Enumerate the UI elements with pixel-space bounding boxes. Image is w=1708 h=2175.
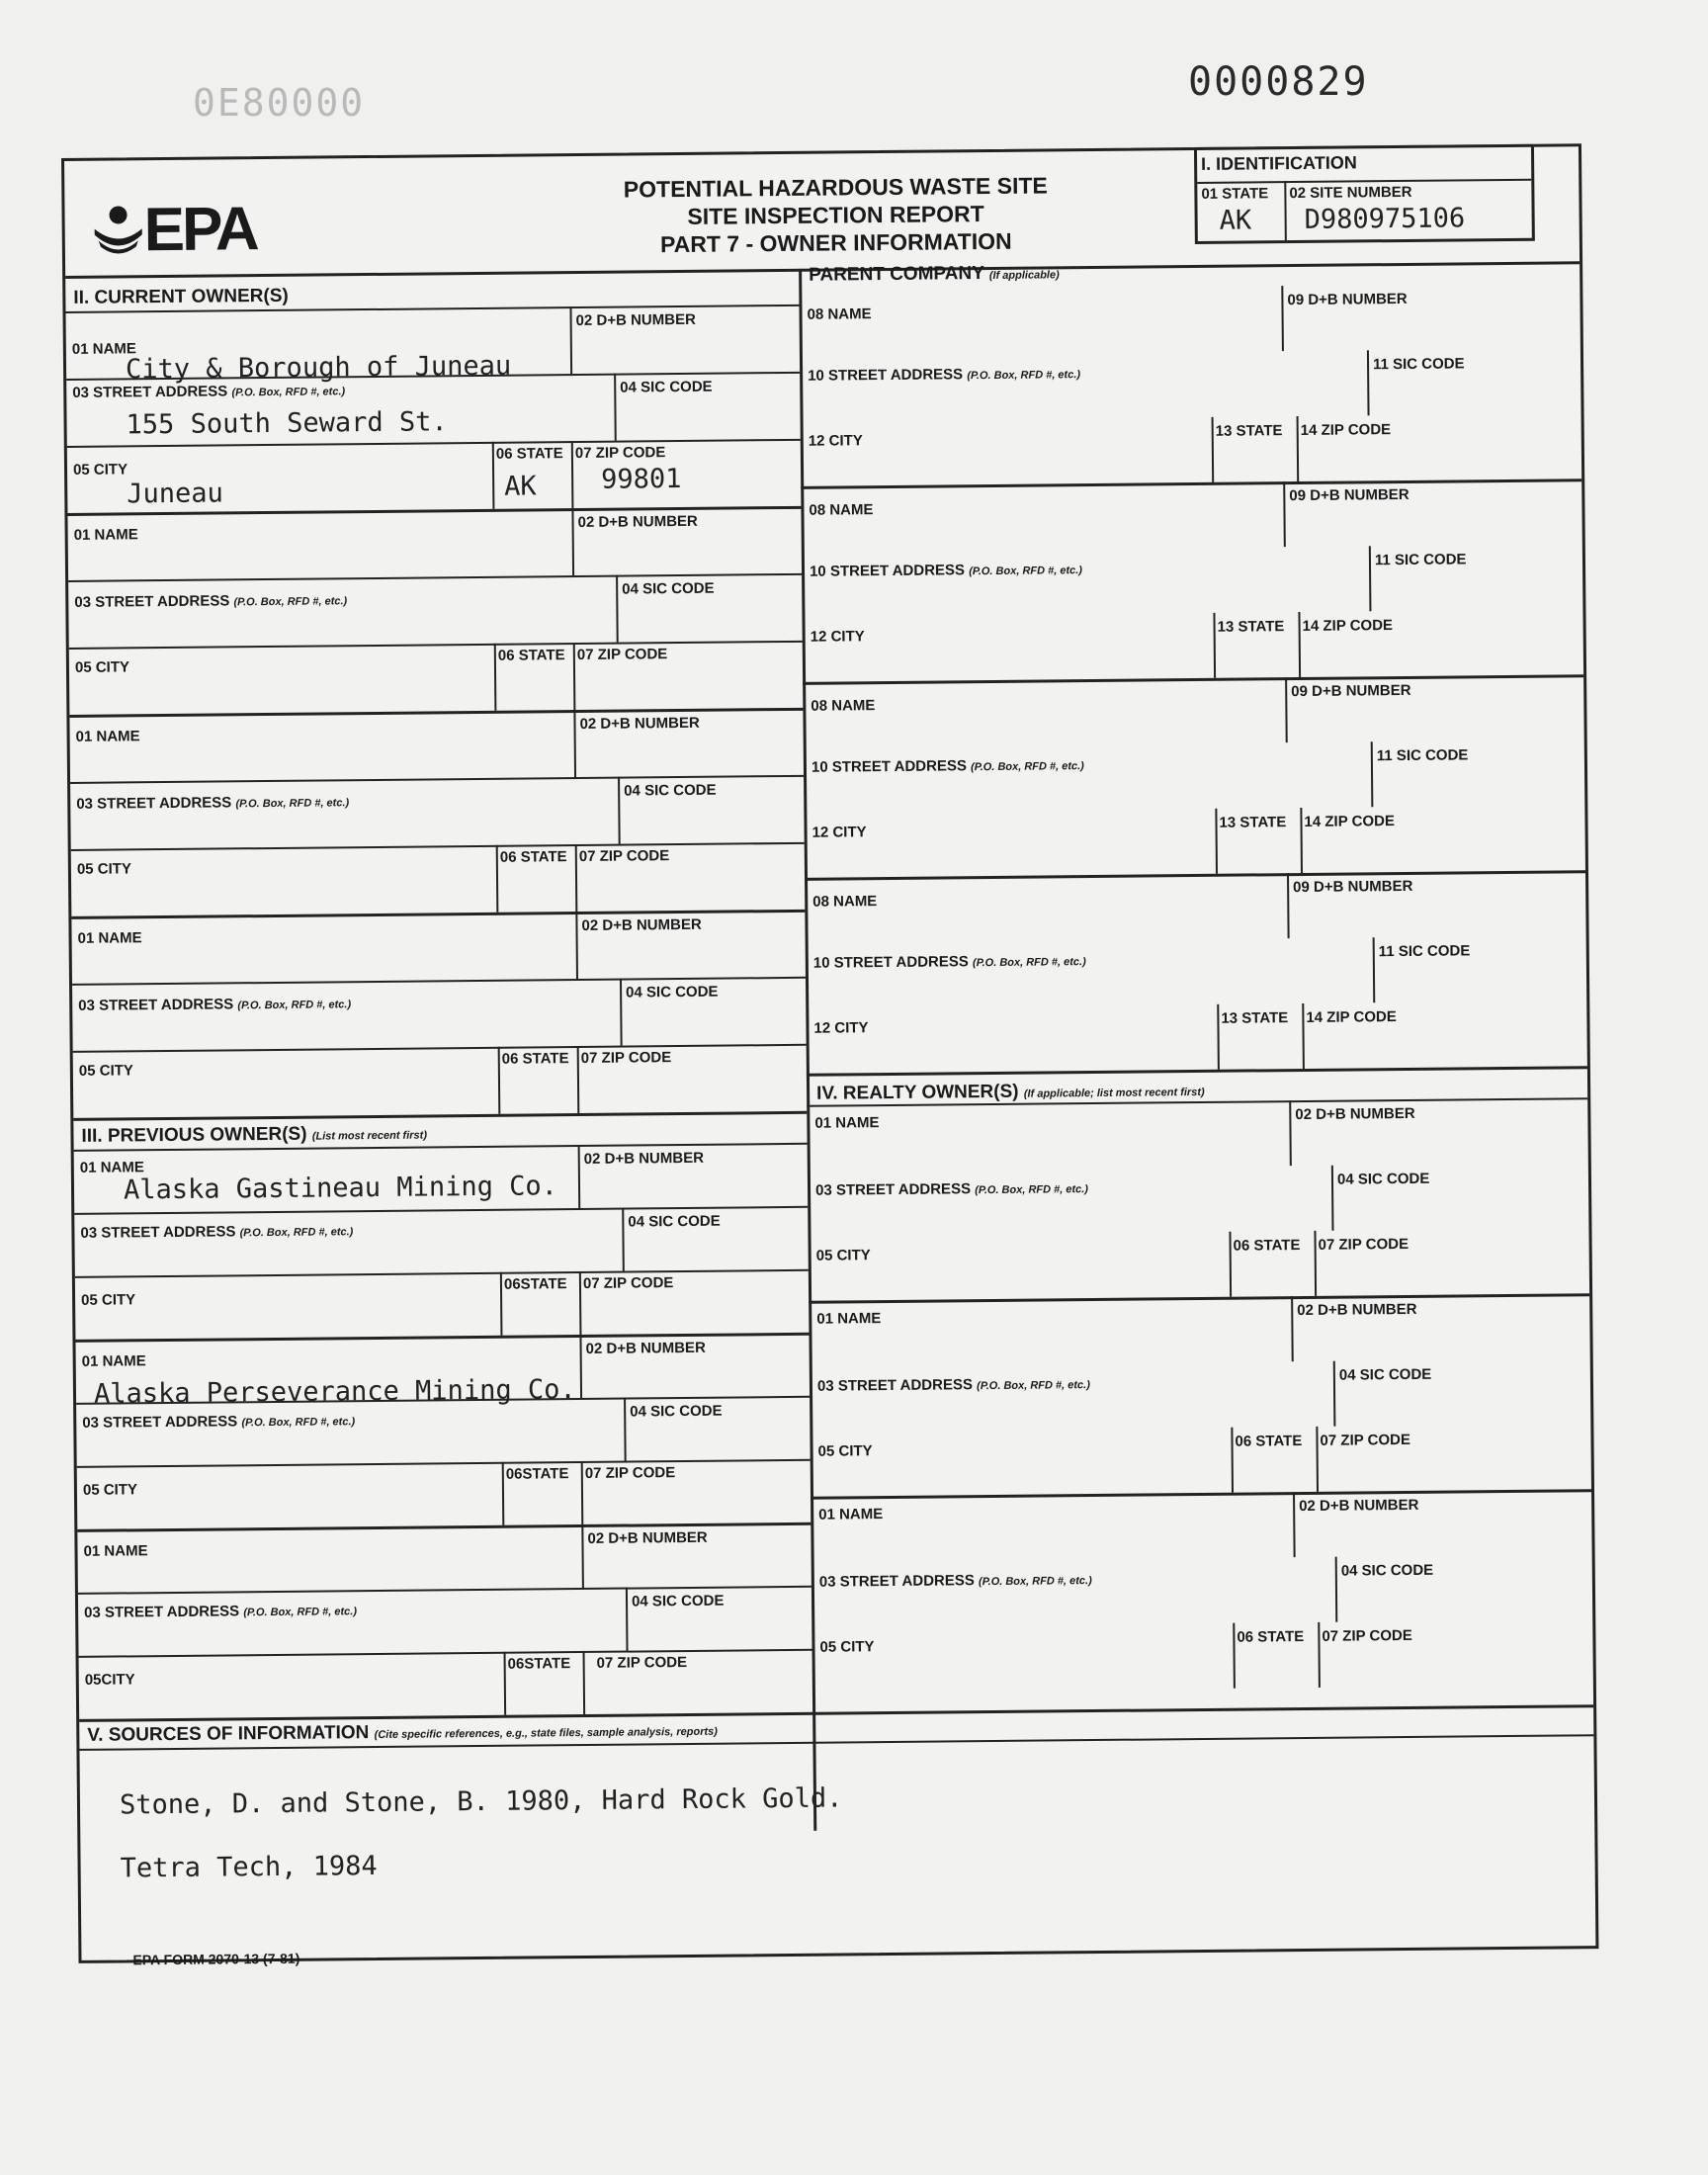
sic-label: 04 SIC CODE [631, 1592, 725, 1610]
name-label: 01 NAME [818, 1506, 884, 1523]
name-label: 01 NAME [83, 1542, 148, 1560]
zip-label: 07 ZIP CODE [1320, 1431, 1411, 1449]
parent-state-label: 13 STATE [1221, 1009, 1289, 1027]
parent-state-label: 13 STATE [1215, 422, 1283, 440]
db-number-label: 02 D+B NUMBER [583, 1149, 705, 1168]
parent-city-label: 12 CITY [808, 432, 863, 450]
current-owner-street: 155 South Seward St. [126, 406, 448, 441]
name-label: 01 NAME [79, 1159, 144, 1176]
parent-sic-label: 11 SIC CODE [1378, 942, 1471, 961]
parent-street-label: 10 STREET ADDRESS (P.O. Box, RFD #, etc.) [811, 757, 1084, 776]
state-label: 06 STATE [501, 1050, 569, 1068]
city-label: 05 CITY [815, 1247, 871, 1264]
realty-owners-heading: IV. REALTY OWNER(S) (If applicable; list most recent first) [816, 1081, 1205, 1104]
zip-label: 07 ZIP CODE [1322, 1626, 1412, 1645]
state-label: 06 STATE [495, 445, 563, 463]
sic-label: 04 SIC CODE [628, 1212, 721, 1231]
current-owner-zip: 99801 [600, 463, 682, 495]
street-label: 03 STREET ADDRESS (P.O. Box, RFD #, etc.) [816, 1376, 1090, 1395]
street-label: 03 STREET ADDRESS (P.O. Box, RFD #, etc.) [76, 794, 350, 813]
parent-city-label: 12 CITY [811, 824, 867, 841]
sic-label: 04 SIC CODE [626, 983, 719, 1001]
parent-db-number-label: 09 D+B NUMBER [1291, 681, 1411, 701]
state-label: 06 STATE [1233, 1237, 1301, 1255]
identification-heading: I. IDENTIFICATION [1201, 152, 1357, 174]
state-label: 06 STATE [497, 647, 565, 664]
sic-label: 04 SIC CODE [620, 378, 713, 396]
db-number-label: 02 D+B NUMBER [581, 915, 702, 934]
parent-sic-label: 11 SIC CODE [1376, 746, 1469, 765]
form-id: EPA FORM 2070-13 (7-81) [132, 1950, 300, 1968]
parent-sic-label: 11 SIC CODE [1374, 551, 1467, 569]
sic-label: 04 SIC CODE [1336, 1170, 1430, 1188]
epa-logo-text: EPA [143, 195, 257, 265]
city-label: 05 CITY [817, 1442, 873, 1460]
parent-name-label: 08 NAME [807, 305, 872, 323]
name-label: 01 NAME [816, 1310, 882, 1328]
city-label: 05 CITY [81, 1291, 136, 1309]
parent-street-label: 10 STREET ADDRESS (P.O. Box, RFD #, etc.) [809, 562, 1082, 580]
parent-name-label: 08 NAME [812, 893, 878, 911]
name-label: 01 NAME [75, 728, 140, 745]
form-title: POTENTIAL HAZARDOUS WASTE SITE SITE INSPECTION REPORT PART 7 - OWNER INFORMATION [623, 172, 1048, 258]
parent-city-label: 12 CITY [810, 628, 865, 646]
site-number-label: 02 SITE NUMBER [1289, 183, 1412, 203]
street-label: 03 STREET ADDRESS (P.O. Box, RFD #, etc.) [78, 996, 352, 1014]
zip-label: 07 ZIP CODE [580, 1049, 672, 1067]
parent-db-number-label: 09 D+B NUMBER [1287, 290, 1408, 309]
db-number-label: 02 D+B NUMBER [579, 714, 700, 733]
parent-db-number-label: 09 D+B NUMBER [1293, 877, 1413, 897]
parent-state-label: 13 STATE [1219, 814, 1287, 831]
parent-sic-label: 11 SIC CODE [1372, 355, 1465, 374]
zip-label: 07 ZIP CODE [576, 646, 668, 664]
sic-label: 04 SIC CODE [622, 579, 715, 598]
street-label: 03 STREET ADDRESS (P.O. Box, RFD #, etc.) [74, 592, 348, 611]
previous-owner-name-1: Alaska Gastineau Mining Co. [123, 1171, 558, 1206]
city-label: 05 CITY [74, 658, 130, 676]
current-owners-heading: II. CURRENT OWNER(S) [73, 285, 289, 308]
state-label: 06STATE [503, 1275, 567, 1293]
zip-label: 07 ZIP CODE [584, 1464, 676, 1482]
state-label: 06 STATE [1235, 1433, 1303, 1450]
identification-box [1194, 144, 1535, 244]
document-number-stamp: 0000829 [1188, 59, 1369, 105]
zip-label: 07 ZIP CODE [1318, 1235, 1409, 1254]
parent-name-label: 08 NAME [811, 697, 876, 715]
parent-zip-label: 14 ZIP CODE [1304, 813, 1396, 830]
zip-label: 07 ZIP CODE [582, 1274, 674, 1292]
db-number-label: 02 D+B NUMBER [1299, 1496, 1419, 1516]
city-label: 05 CITY [82, 1481, 138, 1499]
source-line-1: Stone, D. and Stone, B. 1980, Hard Rock Gold. [119, 1783, 843, 1821]
db-number-label: 02 D+B NUMBER [575, 310, 696, 330]
street-label: 03 STREET ADDRESS (P.O. Box, RFD #, etc.) [818, 1572, 1092, 1591]
zip-label: 07 ZIP CODE [574, 444, 666, 463]
identification-state-value: AK [1219, 205, 1252, 236]
street-label: 03 STREET ADDRESS (P.O. Box, RFD #, etc.) [72, 383, 346, 401]
epa-flower-icon [92, 203, 144, 258]
parent-company-heading: PARENT COMPANY (If applicable) [809, 263, 1060, 286]
sic-label: 04 SIC CODE [624, 781, 717, 800]
db-number-label: 02 D+B NUMBER [587, 1528, 708, 1547]
current-owner-name: City & Borough of Juneau [125, 350, 512, 386]
zip-label: 07 ZIP CODE [596, 1653, 688, 1672]
sic-label: 04 SIC CODE [1340, 1561, 1434, 1580]
street-label: 03 STREET ADDRESS (P.O. Box, RFD #, etc.) [814, 1180, 1088, 1199]
street-label: 03 STREET ADDRESS (P.O. Box, RFD #, etc.) [82, 1413, 356, 1432]
parent-city-label: 12 CITY [813, 1019, 869, 1037]
name-label: 01 NAME [77, 929, 142, 947]
epa-logo [92, 195, 257, 265]
parent-street-label: 10 STREET ADDRESS (P.O. Box, RFD #, etc.) [812, 953, 1086, 972]
site-inspection-form [61, 143, 1598, 1968]
state-label: 06 STATE [1237, 1628, 1305, 1646]
name-label: 01 NAME [814, 1114, 880, 1132]
site-number-value: D980975106 [1304, 203, 1466, 235]
current-owner-city: Juneau [127, 478, 223, 510]
parent-zip-label: 14 ZIP CODE [1306, 1008, 1397, 1026]
name-label: 01 NAME [71, 340, 136, 358]
db-number-label: 02 D+B NUMBER [1295, 1104, 1415, 1124]
state-label: 06STATE [507, 1655, 571, 1673]
current-owner-state: AK [504, 471, 537, 502]
state-label: 06 STATE [499, 848, 567, 866]
city-label: 05 CITY [819, 1638, 875, 1656]
street-label: 03 STREET ADDRESS (P.O. Box, RFD #, etc.) [84, 1603, 358, 1621]
source-line-2: Tetra Tech, 1984 [120, 1851, 378, 1884]
faint-stamp-number: 0E80000 [193, 81, 366, 125]
parent-db-number-label: 09 D+B NUMBER [1289, 485, 1409, 505]
sic-label: 04 SIC CODE [1338, 1365, 1432, 1384]
parent-street-label: 10 STREET ADDRESS (P.O. Box, RFD #, etc.) [808, 366, 1081, 385]
db-number-label: 02 D+B NUMBER [577, 512, 698, 532]
street-label: 03 STREET ADDRESS (P.O. Box, RFD #, etc.) [80, 1223, 354, 1242]
parent-zip-label: 14 ZIP CODE [1302, 617, 1394, 635]
state-label: 06STATE [505, 1465, 569, 1483]
city-label: 05 CITY [76, 860, 132, 878]
previous-owners-heading: III. PREVIOUS OWNER(S) (List most recent first) [81, 1123, 428, 1147]
parent-zip-label: 14 ZIP CODE [1300, 421, 1392, 439]
city-label: 05 CITY [78, 1062, 133, 1080]
city-label: 05 CITY [72, 461, 128, 478]
name-label: 01 NAME [73, 526, 138, 544]
state-label: 01 STATE [1201, 185, 1269, 203]
parent-name-label: 08 NAME [809, 501, 874, 519]
parent-state-label: 13 STATE [1217, 618, 1285, 636]
sources-heading: V. SOURCES OF INFORMATION (Cite specific references, e.g., state files, sample analysis, reports) [87, 1722, 718, 1746]
city-label: 05CITY [84, 1671, 135, 1689]
db-number-label: 02 D+B NUMBER [585, 1339, 706, 1357]
zip-label: 07 ZIP CODE [578, 847, 670, 866]
sic-label: 04 SIC CODE [630, 1402, 723, 1421]
db-number-label: 02 D+B NUMBER [1297, 1300, 1417, 1320]
previous-owner-name-2: Alaska Perseverance Mining Co. [93, 1374, 576, 1410]
name-label: 01 NAME [81, 1352, 146, 1370]
